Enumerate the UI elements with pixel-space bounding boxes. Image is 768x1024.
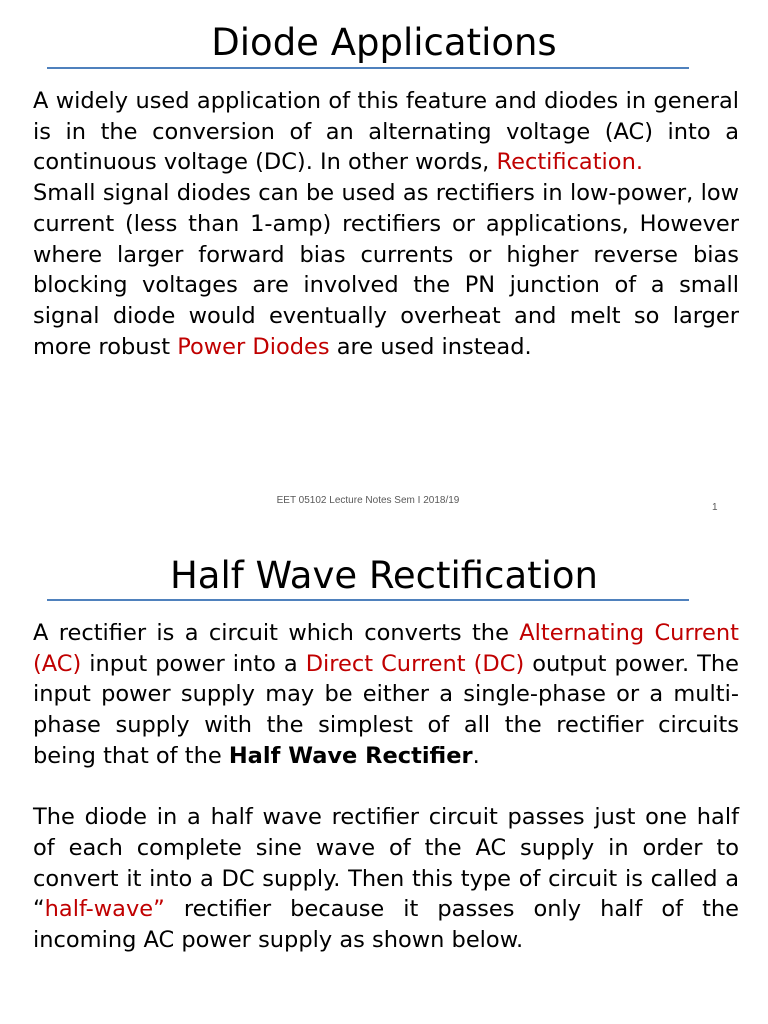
highlight-alternating-current: Alternating Current (AC) — [33, 620, 739, 677]
paragraph-text: A rectifier is a circuit which converts the — [33, 620, 520, 646]
slide-footer: EET 05102 Lecture Notes Sem I 2018/19 — [276, 495, 460, 506]
paragraph-half-wave-diode — [33, 802, 739, 956]
paragraph-spacer — [33, 772, 739, 803]
paragraph-text: rectifier because it passes only half of the incoming AC power supply as shown below. — [33, 896, 739, 954]
title-underline — [47, 599, 689, 601]
paragraph-text: Small signal diodes can be used as rectifiers in low-power, low current (less than 1-amp) rectifiers or applications, However where larger forward bias currents or higher reverse bias blocking voltages are involved the PN junction of a small signal diode would eventually overheat and melt so larger more robust — [33, 180, 739, 360]
paragraph-text: input power into a — [81, 650, 306, 677]
paragraph-text: . — [472, 742, 480, 769]
highlight-direct-current: Direct Current (DC) — [305, 650, 525, 677]
paragraph-text: output power. The input power supply may be either a single-phase or a multi-phase supply with the simplest of all the rectifier circuits being that of the — [33, 650, 739, 769]
title-underline — [47, 67, 689, 69]
paragraph-rectifier-definition — [33, 618, 739, 772]
slide-body — [33, 618, 739, 956]
paragraph-small-signal-diodes — [33, 178, 739, 362]
slide-half-wave-rectification — [0, 530, 768, 1024]
slide-title: Half Wave Rectification — [169, 554, 598, 597]
paragraph-rectification — [33, 86, 739, 178]
page-number: 1 — [712, 502, 718, 513]
paragraph-text: A widely used application of this feature and diodes in general is in the conversion of an alternating voltage (AC) into a continuous voltage (DC). In other words, — [33, 88, 739, 176]
paragraph-text: The diode in a half wave rectifier circuit passes just one half of each complete sine wave of the AC supply in order to convert it into a DC supply. Then this type of circuit is called a “ — [33, 804, 739, 923]
highlight-rectification: Rectification. — [496, 149, 643, 176]
highlight-power-diodes: Power Diodes — [177, 333, 330, 360]
slide-body — [33, 86, 739, 362]
highlight-half-wave: half-wave” — [44, 896, 165, 923]
slide-title: Diode Applications — [211, 21, 557, 64]
paragraph-text: are used instead. — [329, 333, 532, 360]
bold-half-wave-rectifier: Half Wave Rectifier — [228, 742, 473, 769]
